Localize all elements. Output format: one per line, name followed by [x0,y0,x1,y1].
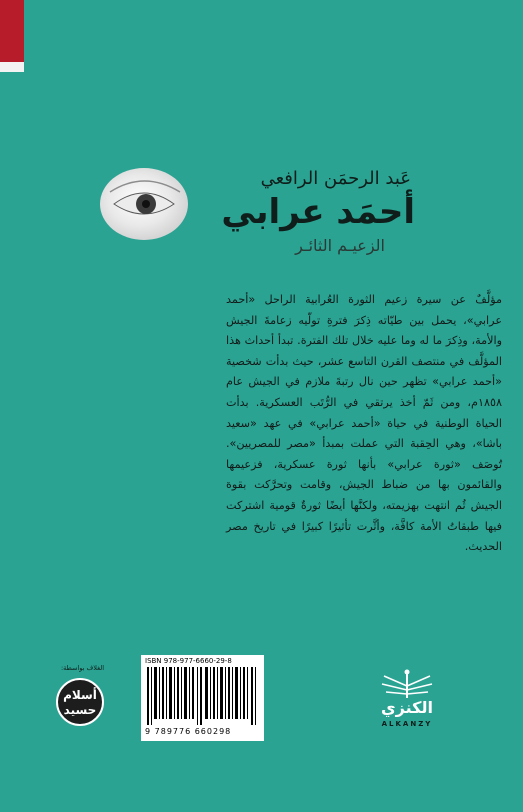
book-title: أحمَد عرابي [221,192,415,232]
cover-designer-badge: أسلام حسيد [56,678,104,726]
top-left-white-band [0,62,24,72]
publisher-name-arabic: الكنزي [381,698,433,717]
barcode-bars-icon [147,667,258,725]
top-left-red-band [0,0,24,62]
book-subtitle: الزعيـم الثائـر [295,236,385,255]
back-cover-blurb: مؤلَّفٌ عن سيرة زعيم الثورة العُرابية الراحل «أحمد عرابي»، يحمل بين طيّاته ذِكرَ فترةِ تولّيه زعامةَ الجيش والأمة، وذِكرَ ما له وما عليه خلال تلك الفترة. تبدأ أحداث هذا المؤلَّف في منتصف القرن التاسع عشر، حيث بدأت شخصية «أحمد عرابي» تظهر حين نال رتبةَ ملازم في الجيش عام ١٨٥٨م، ومن ثَمّ أخذ يرتقي في الرُّتَب العسكرية. بدأت الحياة الوطنية في حياة «أحمد عرابي» في عهد «سعيد باشا»، وهي الحِقبة التي عملت بمبدأ «مصر للمصريين». تُوصَف «ثورة عرابي» بأنها ثورة عسكرية، فزعيمها والقائمون بها من ضباط الجيش، وقامت وتحرَّكت بقوة الجيش ثُم انتهت بهزيمته، ولكنَّها أيضًا ثورةٌ قومية اشتركت فيها طبقاتُ الأمة كافَّة، وأثَّرت تأثيرًا كبيرًا في تاريخ مصر الحديث. [226,293,502,554]
isbn-digits: 9 789776 660298 [145,727,232,736]
author-name: عَبد الرحمَن الرافعي [260,168,411,189]
cover-credit-label: الغلاف بواسطة: [60,664,104,672]
eye-illustration [100,168,188,240]
isbn-label: ISBN 978-977-6660-29-8 [145,657,232,665]
isbn-barcode [141,655,264,741]
publisher-name-english: ALKANZY [381,720,433,728]
publisher-logo-icon [376,668,438,702]
